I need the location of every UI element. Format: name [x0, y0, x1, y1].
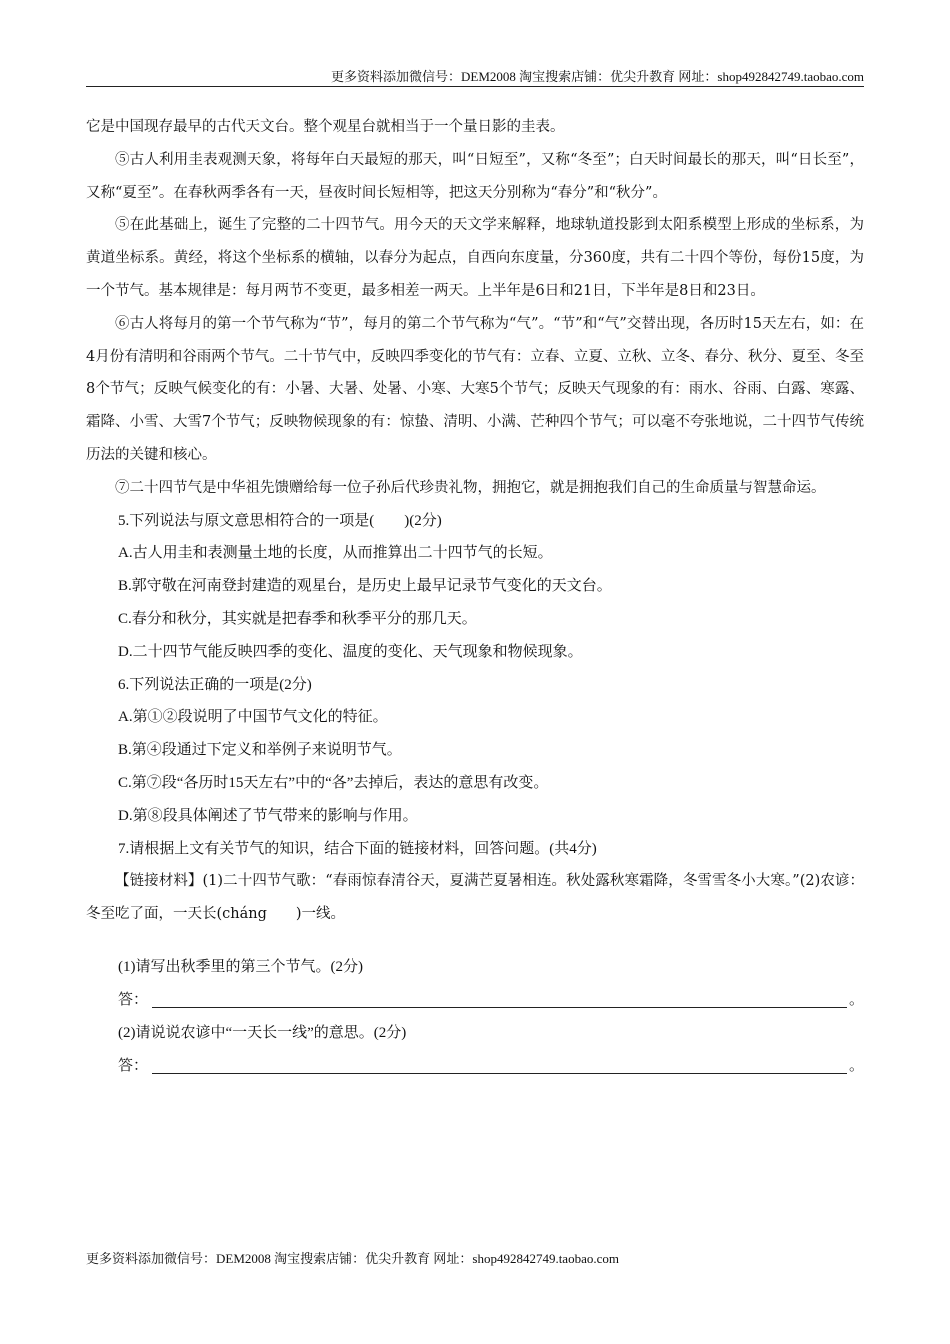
document-body	[86, 111, 864, 1083]
page-header: 更多资料添加微信号：DEM2008 淘宝搜索店铺：优尖升教育 网址：shop492842749.taobao.com	[331, 69, 864, 84]
paragraph-7: ⑦二十四节气是中华祖先馈赠给每一位子孙后代珍贵礼物，拥抱它，就是拥抱我们自己的生命质量与智慧命运。	[115, 479, 826, 496]
question-5-option-b: B.郭守敬在河南登封建造的观星台，是历史上最早记录节气变化的天文台。	[118, 578, 612, 595]
answer-line-1[interactable]	[86, 984, 864, 1017]
paragraph-5a: ⑤古人利用圭表观测天象，将每年白天最短的那天，叫“日短至”，又称“冬至”；白天时间最长的那天，叫“日长至”，又称“夏至”。在春秋两季各有一天，昼夜时间长短相等，把这天分别称为“春分”和“秋分”。	[86, 151, 864, 201]
question-6-stem: 6.下列说法正确的一项是(2分)	[118, 676, 312, 693]
question-6-option-c: C.第⑦段“各历时15天左右”中的“各”去掉后，表达的意思有改变。	[118, 774, 549, 791]
paragraph-6: ⑥古人将每月的第一个节气称为“节”，每月的第二个节气称为“气”。“节”和“气”交替出现，各历时15天左右，如：在4月份有清明和谷雨两个节气。二十节气中，反映四季变化的节气有：立春、立夏、立秋、立冬、春分、秋分、夏至、冬至8个节气；反映气候变化的有：小暑、大暑、处暑、小寒、大寒5个节气；反映天气现象的有：雨水、谷雨、白露、寒露、霜降、小雪、大雪7个节气；反映物候现象的有：惊蛰、清明、小满、芒种四个节气；可以毫不夸张地说，二十四节气传统历法的关键和核心。	[86, 315, 864, 463]
link-material: 【链接材料】(1)二十四节气歌：“春雨惊春清谷天，夏满芒夏暑相连。秋处露秋寒霜降，冬雪雪冬小大寒。”(2)农谚：冬至吃了面，一天长(cháng )一线。	[86, 873, 864, 923]
question-7-sub-1: (1)请写出秋季里的第三个节气。(2分)	[118, 959, 363, 976]
page-footer: 更多资料添加微信号：DEM2008 淘宝搜索店铺：优尖升教育 网址：shop492842749.taobao.com	[86, 1251, 619, 1266]
answer-label: 答：	[118, 1057, 149, 1074]
question-7-stem: 7.请根据上文有关节气的知识，结合下面的链接材料，回答问题。(共4分)	[118, 840, 597, 857]
answer-line-2[interactable]	[86, 1050, 864, 1083]
answer-end: 。	[848, 992, 864, 1009]
question-5-option-d: D.二十四节气能反映四季的变化、温度的变化、天气现象和物候现象。	[118, 643, 583, 660]
question-5-option-c: C.春分和秋分，其实就是把春季和秋季平分的那几天。	[118, 610, 477, 627]
question-5-option-a: A.古人用圭和表测量土地的长度，从而推算出二十四节气的长短。	[118, 545, 553, 562]
paragraph-continued: 它是中国现存最早的古代天文台。整个观星台就相当于一个量日影的圭表。	[86, 119, 565, 135]
answer-blank[interactable]	[152, 1007, 847, 1008]
answer-label: 答：	[118, 992, 149, 1009]
question-6-option-d: D.第⑧段具体阐述了节气带来的影响与作用。	[118, 807, 418, 824]
answer-blank[interactable]	[152, 1073, 847, 1074]
answer-end: 。	[848, 1057, 864, 1074]
paragraph-5b: ⑤在此基础上，诞生了完整的二十四节气。用今天的天文学来解释，地球轨道投影到太阳系模型上形成的坐标系，为黄道坐标系。黄经，将这个坐标系的横轴，以春分为起点，自西向东度量，分360度，共有二十四个等份，每份15度，为一个节气。基本规律是：每月两节不变更，最多相差一两天。上半年是6日和21日，下半年是8日和23日。	[86, 217, 864, 299]
question-7-sub-2: (2)请说说农谚中“一天长一线”的意思。(2分)	[118, 1024, 407, 1041]
question-6-option-b: B.第④段通过下定义和举例子来说明节气。	[118, 742, 402, 759]
question-5-stem: 5.下列说法与原文意思相符合的一项是( )(2分)	[118, 512, 442, 529]
header-divider	[86, 86, 864, 87]
question-6-option-a: A.第①②段说明了中国节气文化的特征。	[118, 709, 388, 726]
